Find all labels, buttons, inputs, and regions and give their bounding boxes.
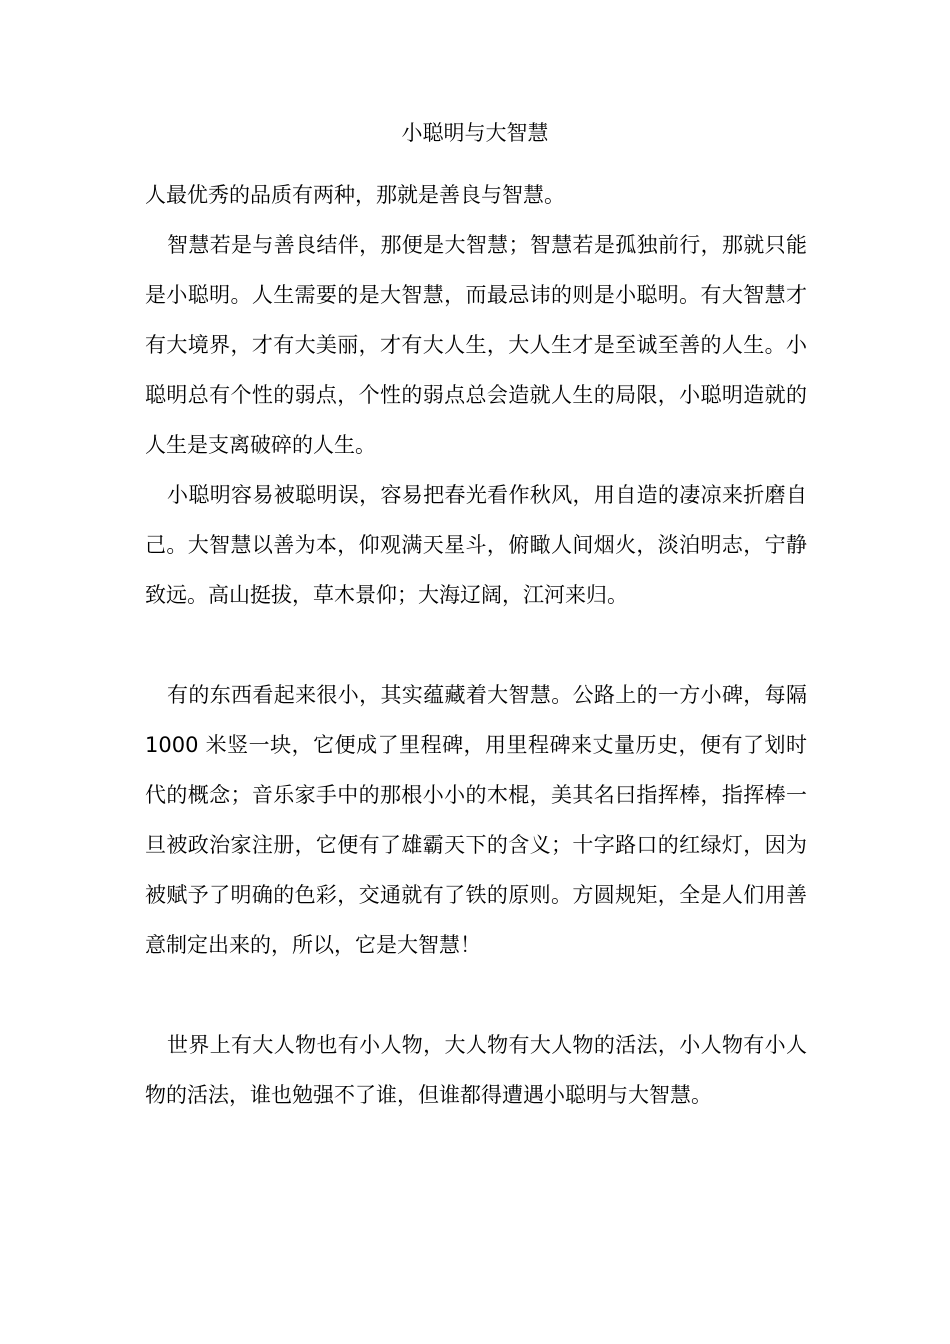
paragraph-3: 小聪明容易被聪明误，容易把春光看作秋风，用自造的凄凉来折磨自己。大智慧以善为本，仰观满天星斗，俯瞰人间烟火，淡泊明志，宁静致远。高山挺拔，草木景仰；大海辽阔，江河来归。 bbox=[145, 483, 807, 607]
document-body bbox=[145, 170, 807, 1120]
paragraph-1: 人最优秀的品质有两种，那就是善良与智慧。 bbox=[145, 183, 565, 207]
paragraph-2: 智慧若是与善良结伴，那便是大智慧；智慧若是孤独前行，那就只能是小聪明。人生需要的是大智慧，而最忌讳的则是小聪明。有大智慧才有大境界，才有大美丽，才有大人生，大人生才是至诚至善的人生。小聪明总有个性的弱点，个性的弱点总会造就人生的局限，小聪明造就的人生是支离破碎的人生。 bbox=[145, 233, 807, 457]
document-title: 小聪明与大智慧 bbox=[401, 121, 549, 145]
paragraph-4: 有的东西看起来很小，其实蕴藏着大智慧。公路上的一方小碑，每隔 1000 米竖一块，它便成了里程碑，用里程碑来丈量历史，便有了划时代的概念；音乐家手中的那根小小的木棍，美其名曰指挥棒，指挥棒一旦被政治家注册，它便有了雄霸天下的含义；十字路口的红绿灯，因为被赋予了明确的色彩，交通就有了铁的原则。方圆规矩，全是人们用善意制定出来的，所以，它是大智慧！ bbox=[145, 683, 807, 957]
paragraph-spacer bbox=[145, 620, 807, 670]
paragraph-5: 世界上有大人物也有小人物，大人物有大人物的活法，小人物有小人物的活法，谁也勉强不了谁，但谁都得遭遇小聪明与大智慧。 bbox=[145, 1033, 807, 1107]
paragraph-spacer bbox=[145, 970, 807, 1020]
